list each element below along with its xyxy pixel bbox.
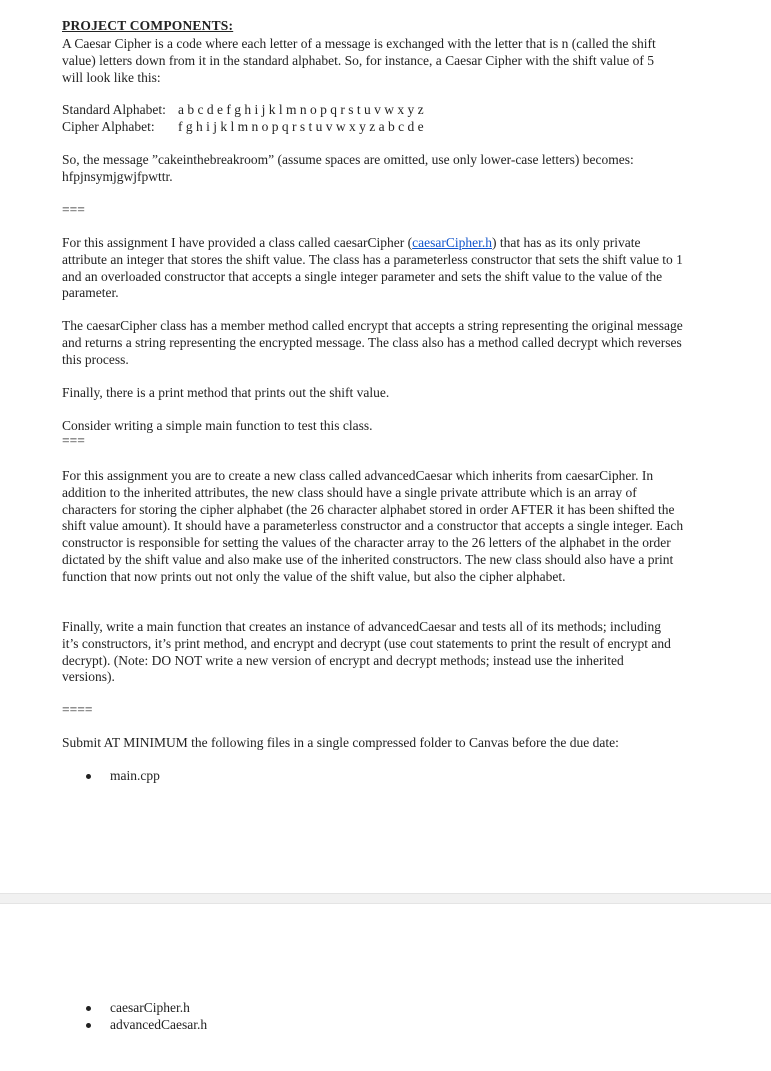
separator: ===	[62, 433, 85, 448]
bullet-icon	[86, 1023, 91, 1028]
part1-paragraph-2: The caesarCipher class has a member method called encrypt that accepts a string representing the original message and returns a string representing the encrypted message. The class also has a method called decrypt which reverses this process.	[62, 318, 683, 367]
standard-alphabet-value: a b c d e f g h i j k l m n o p q r s t u v w x y z	[178, 102, 424, 117]
caesar-cipher-file-link[interactable]: caesarCipher.h	[412, 235, 492, 250]
part2-paragraph-1: For this assignment you are to create a new class called advancedCaesar which inherits from caesarCipher. In addition to the inherited attributes, the new class should have a single private attribute which is an array of characters for storing the cipher alphabet (the 26 character alphabet stored in order AFTER it has been shifted the shift value amount). It should have a parameterless constructor and a constructor that accepts a single integer. Each constructor is responsible for setting the values of the character array to the 26 letters of the alphabet in the order dictated by the shift value and also make use of the inherited constructors. The new class should also have a print function that now prints out not only the value of the shift value, but also the cipher alphabet.	[62, 468, 684, 584]
cipher-alphabet-label: Cipher Alphabet:	[62, 119, 155, 134]
cipher-alphabet-row	[62, 119, 424, 136]
submit-instructions: Submit AT MINIMUM the following files in a single compressed folder to Canvas before the due date:	[62, 735, 619, 750]
part1-text-before-link: For this assignment I have provided a class called caesarCipher (	[62, 235, 413, 250]
section-heading	[62, 18, 233, 35]
intro-paragraph: A Caesar Cipher is a code where each letter of a message is exchanged with the letter that is n (called the shift value) letters down from it in the standard alphabet. So, for instance, a Caesar Cipher with the shift value of 5 will look like this:	[62, 36, 656, 85]
example-paragraph: So, the message ”cakeinthebreakroom” (assume spaces are omitted, use only lower-case letters) becomes: hfpjnsymjgwjfpwttr.	[62, 152, 634, 184]
bullet-icon	[86, 1006, 91, 1011]
part1-paragraph-3: Finally, there is a print method that prints out the shift value.	[62, 385, 390, 400]
file-name: caesarCipher.h	[110, 1000, 190, 1015]
separator: ====	[62, 702, 93, 717]
cut-off-text-fragment	[230, 0, 530, 3]
part2-paragraph-2: Finally, write a main function that creates an instance of advancedCaesar and tests all of its methods; including it’s constructors, it’s print method, and encrypt and decrypt (use cout statements to print the result of encrypt and decrypt). (Note: DO NOT write a new version of encrypt and decrypt methods; instead use the inherited versions).	[62, 619, 671, 685]
file-name: main.cpp	[110, 768, 160, 783]
standard-alphabet-row	[62, 102, 424, 119]
bullet-icon	[86, 774, 91, 779]
part1-text-after-link: ) that has as its only private attribute an integer that stores the shift value. The class has a parameterless constructor that sets the shift value to 1 and an overloaded constructor that accepts a single integer parameter and sets the shift value to the value of the parameter.	[62, 235, 683, 301]
file-name: advancedCaesar.h	[110, 1017, 208, 1032]
page-break-divider	[0, 893, 771, 904]
part1-paragraph-1	[62, 235, 684, 302]
part1-paragraph-4: Consider writing a simple main function to test this class.	[62, 418, 373, 433]
heading-text: PROJECT COMPONENTS	[62, 18, 229, 33]
separator: ===	[62, 202, 85, 217]
heading-colon: :	[228, 18, 234, 33]
cipher-alphabet-value: f g h i j k l m n o p q r s t u v w x y z a b c d e	[178, 119, 424, 134]
standard-alphabet-label: Standard Alphabet:	[62, 102, 166, 117]
